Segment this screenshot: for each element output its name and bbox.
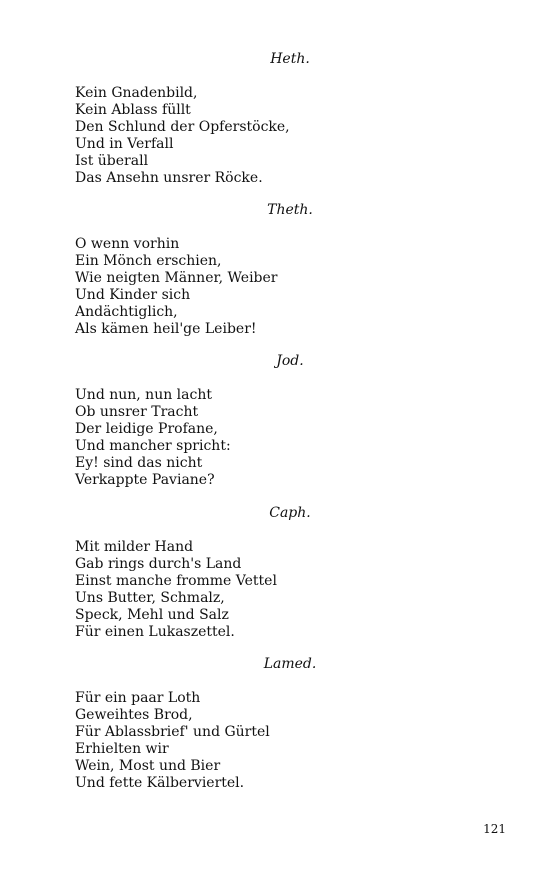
- verse-line: Kein Ablass füllt: [75, 102, 191, 118]
- section-heading-jod: Jod.: [276, 353, 304, 369]
- verse-line: Kein Gnadenbild,: [75, 85, 198, 101]
- verse-line: Verkappte Paviane?: [75, 472, 215, 488]
- verse-line: Und mancher spricht:: [75, 438, 231, 454]
- verse-line: Und Kinder sich: [75, 287, 191, 303]
- verse-line: Mit milder Hand: [75, 539, 194, 555]
- section-heading-heth: Heth.: [270, 51, 310, 67]
- stanza-jod: [75, 387, 495, 489]
- verse-line: Ey! sind das nicht: [75, 455, 203, 471]
- verse-line: Für einen Lukaszettel.: [75, 624, 235, 640]
- verse-line: Gab rings durch's Land: [75, 556, 242, 572]
- verse-line: Wie neigten Männer, Weiber: [75, 270, 278, 286]
- verse-line: Der leidige Profane,: [75, 421, 218, 437]
- verse-line: Und in Verfall: [75, 136, 174, 152]
- verse-line: Ist überall: [75, 153, 149, 169]
- verse-line: Ein Mönch erschien,: [75, 253, 222, 269]
- page-number: 121: [483, 822, 506, 836]
- verse-line: Das Ansehn unsrer Röcke.: [75, 170, 263, 186]
- verse-line: Wein, Most und Bier: [75, 758, 221, 774]
- verse-line: Den Schlund der Opferstöcke,: [75, 119, 290, 135]
- section-heading-theth: Theth.: [267, 202, 313, 218]
- stanza-theth: [75, 236, 495, 338]
- stanza-caph: [75, 539, 495, 641]
- verse-line: Ob unsrer Tracht: [75, 404, 199, 420]
- stanza-heth: [75, 85, 495, 187]
- stanza-lamed: [75, 690, 495, 792]
- section-heading-lamed: Lamed.: [263, 656, 317, 672]
- verse-line: Geweihtes Brod,: [75, 707, 193, 723]
- verse-line: Für Ablassbrief' und Gürtel: [75, 724, 270, 740]
- verse-line: Andächtiglich,: [75, 304, 178, 320]
- verse-line: Und fette Kälberviertel.: [75, 775, 245, 791]
- verse-line: Speck, Mehl und Salz: [75, 607, 229, 623]
- section-heading-caph: Caph.: [269, 505, 311, 521]
- verse-line: Als kämen heil'ge Leiber!: [75, 321, 257, 337]
- verse-line: Erhielten wir: [75, 741, 169, 757]
- verse-line: Einst manche fromme Vettel: [75, 573, 277, 589]
- verse-line: Uns Butter, Schmalz,: [75, 590, 225, 606]
- verse-line: Und nun, nun lacht: [75, 387, 212, 403]
- verse-line: Für ein paar Loth: [75, 690, 201, 706]
- verse-line: O wenn vorhin: [75, 236, 180, 252]
